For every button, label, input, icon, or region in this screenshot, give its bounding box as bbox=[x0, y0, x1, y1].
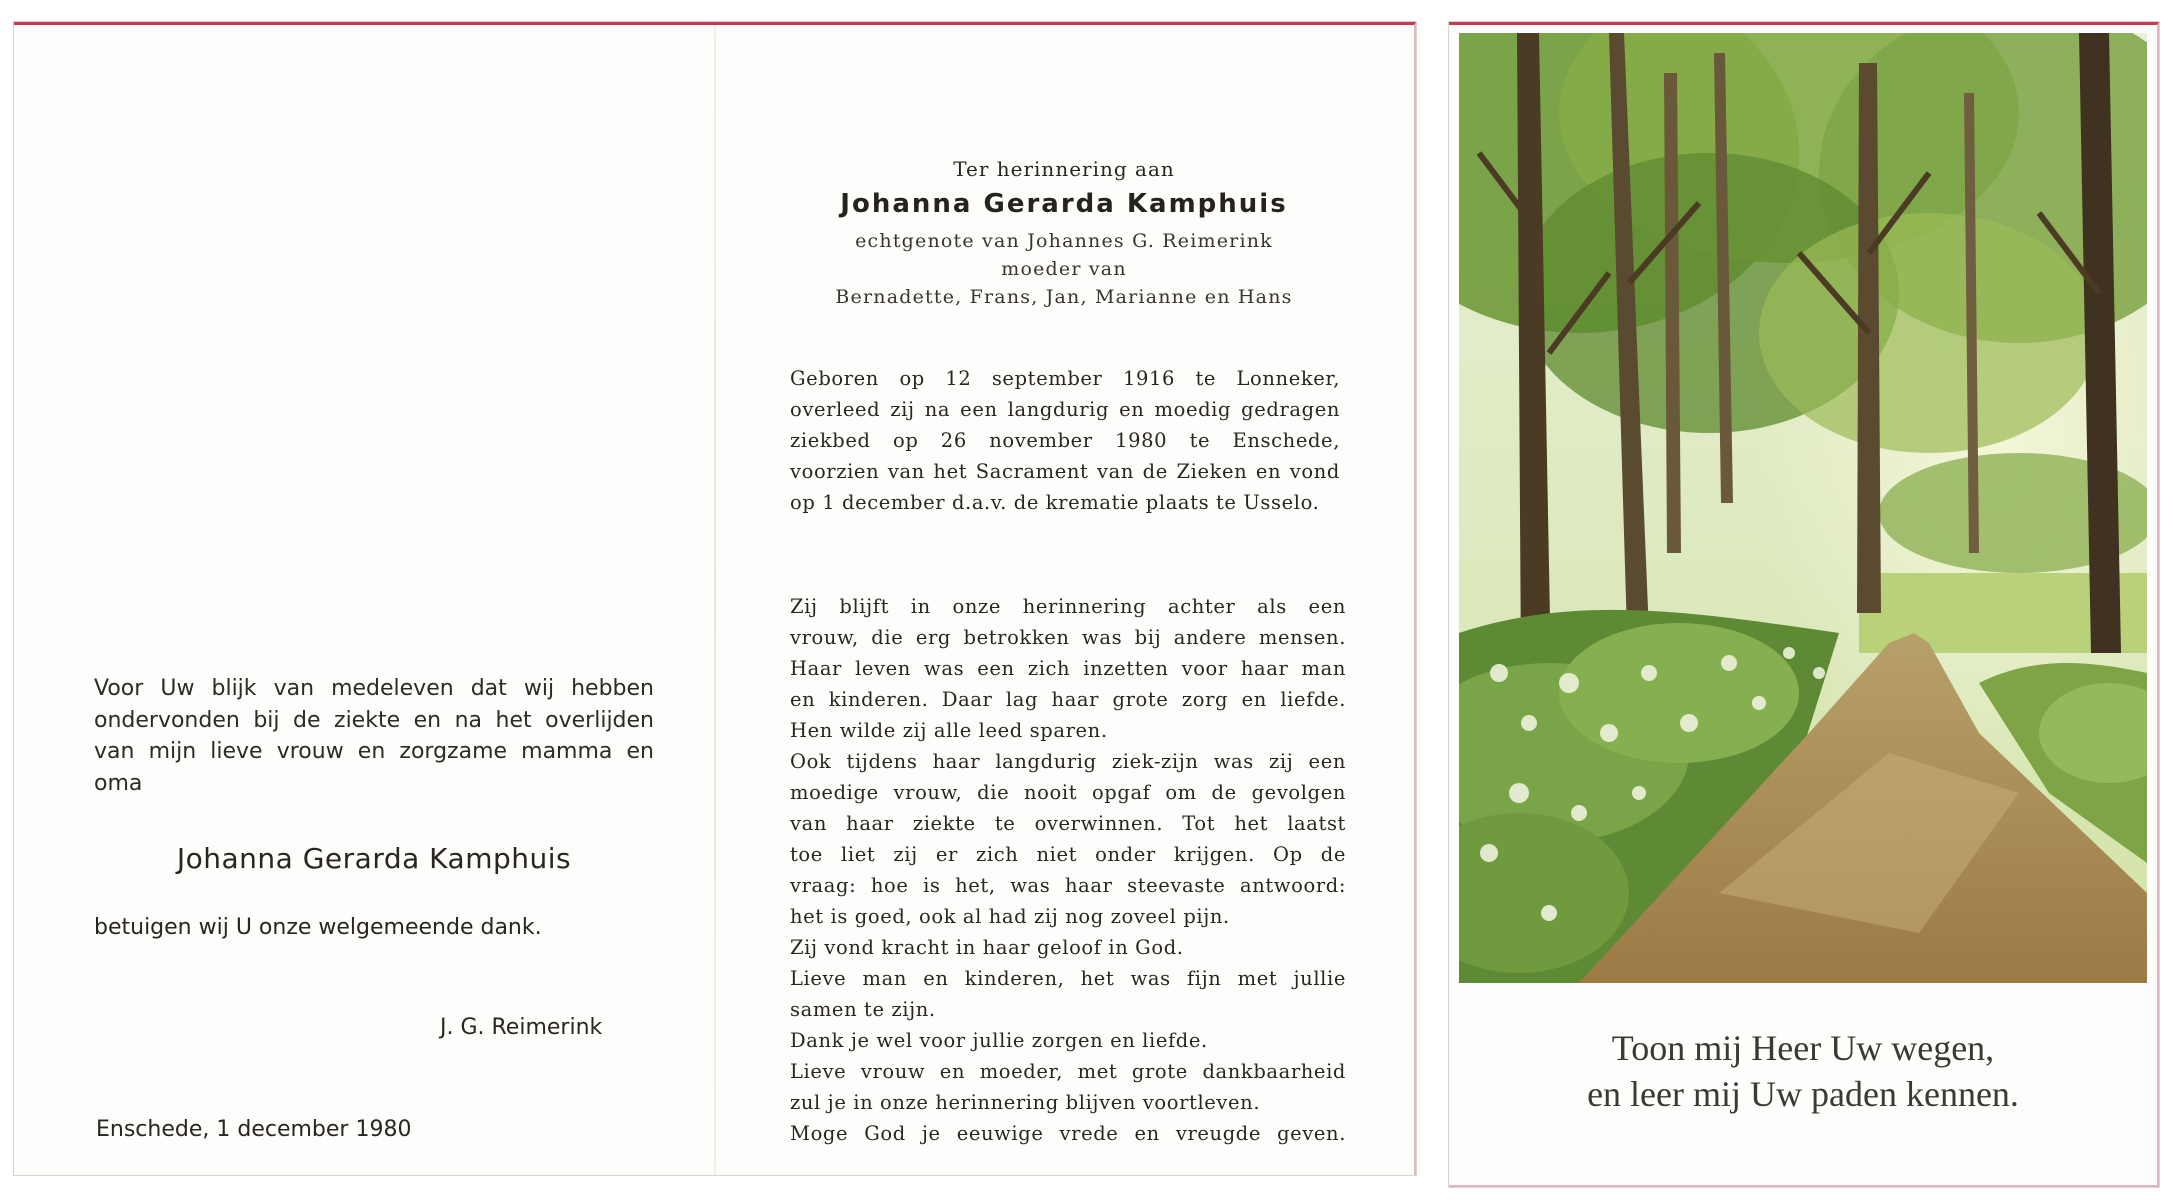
tribute-line: en kinderen. Daar lag haar grote zorg en liefde. bbox=[790, 688, 1346, 711]
memorial-header bbox=[774, 155, 1354, 311]
memorial-mother-of: moeder van bbox=[1001, 258, 1127, 280]
tribute-line: samen te zijn. bbox=[790, 998, 936, 1021]
tribute-line: Zij vond kracht in haar geloof in God. bbox=[790, 936, 1184, 959]
tribute-line: van haar ziekte te overwinnen. Tot het laatst bbox=[790, 812, 1346, 835]
memorial-children: Bernadette, Frans, Jan, Marianne en Hans bbox=[835, 286, 1293, 308]
tribute-line: toe liet zij er zich niet onder krijgen. Op de bbox=[790, 843, 1346, 866]
memorial-tribute bbox=[790, 591, 1346, 1149]
tribute-line: het is goed, ook al had zij nog zoveel pijn. bbox=[790, 905, 1230, 928]
tribute-line: Moge God je eeuwige vrede en vreugde geven. bbox=[790, 1122, 1346, 1145]
forest-path-photo bbox=[1459, 33, 2147, 983]
bible-verse bbox=[1449, 1025, 2157, 1117]
memorial-card-inside bbox=[14, 22, 1416, 1175]
signature: J. G. Reimerink bbox=[440, 1015, 603, 1040]
tribute-line: zul je in onze herinnering blijven voortleven. bbox=[790, 1091, 1261, 1114]
memorial-biography: Geboren op 12 september 1916 te Lonneker, overleed zij na een langdurig en moedig gedragen ziekbed op 26 november 1980 te Enschede, voorzien van het Sacrament van de Zieken en vond op 1 december d.a.v. de krematie plaats te Usselo. bbox=[790, 367, 1340, 514]
tribute-line: Haar leven was een zich inzetten voor haar man bbox=[790, 657, 1346, 680]
memorial-deceased-name: Johanna Gerarda Kamphuis bbox=[840, 189, 1288, 219]
card-fold-line bbox=[714, 25, 716, 1175]
tribute-line: Zij blijft in onze herinnering achter als een bbox=[790, 595, 1346, 618]
tribute-line: vraag: hoe is het, was haar steevaste antwoord: bbox=[790, 874, 1346, 897]
thank-you-closing: betuigen wij U onze welgemeende dank. bbox=[94, 915, 542, 940]
verse-line-2: en leer mij Uw paden kennen. bbox=[1587, 1074, 2019, 1114]
tribute-line: moedige vrouw, die nooit opgaf om de gevolgen bbox=[790, 781, 1346, 804]
memorial-spouse: echtgenote van Johannes G. Reimerink bbox=[855, 230, 1273, 252]
thank-you-deceased-name: Johanna Gerarda Kamphuis bbox=[176, 842, 572, 875]
place-date: Enschede, 1 december 1980 bbox=[96, 1117, 412, 1142]
thank-you-text: Voor Uw blijk van medeleven dat wij hebben ondervonden bij de ziekte en na het overlijden van mijn lieve vrouw en zorgzame mamma en oma bbox=[94, 676, 654, 796]
picture-card bbox=[1449, 22, 2159, 1187]
memorial-intro: Ter herinnering aan bbox=[953, 157, 1175, 181]
tribute-line: Lieve man en kinderen, het was fijn met jullie bbox=[790, 967, 1346, 990]
tribute-line: vrouw, die erg betrokken was bij andere mensen. bbox=[790, 626, 1346, 649]
tribute-line: Hen wilde zij alle leed sparen. bbox=[790, 719, 1108, 742]
tribute-line: Lieve vrouw en moeder, met grote dankbaarheid bbox=[790, 1060, 1346, 1083]
verse-line-1: Toon mij Heer Uw wegen, bbox=[1611, 1028, 1995, 1068]
tribute-line: Dank je wel voor jullie zorgen en liefde. bbox=[790, 1029, 1208, 1052]
thank-you-panel bbox=[94, 673, 654, 799]
tribute-line: Ook tijdens haar langdurig ziek-zijn was zij een bbox=[790, 750, 1346, 773]
forest-path-illustration bbox=[1459, 33, 2147, 983]
